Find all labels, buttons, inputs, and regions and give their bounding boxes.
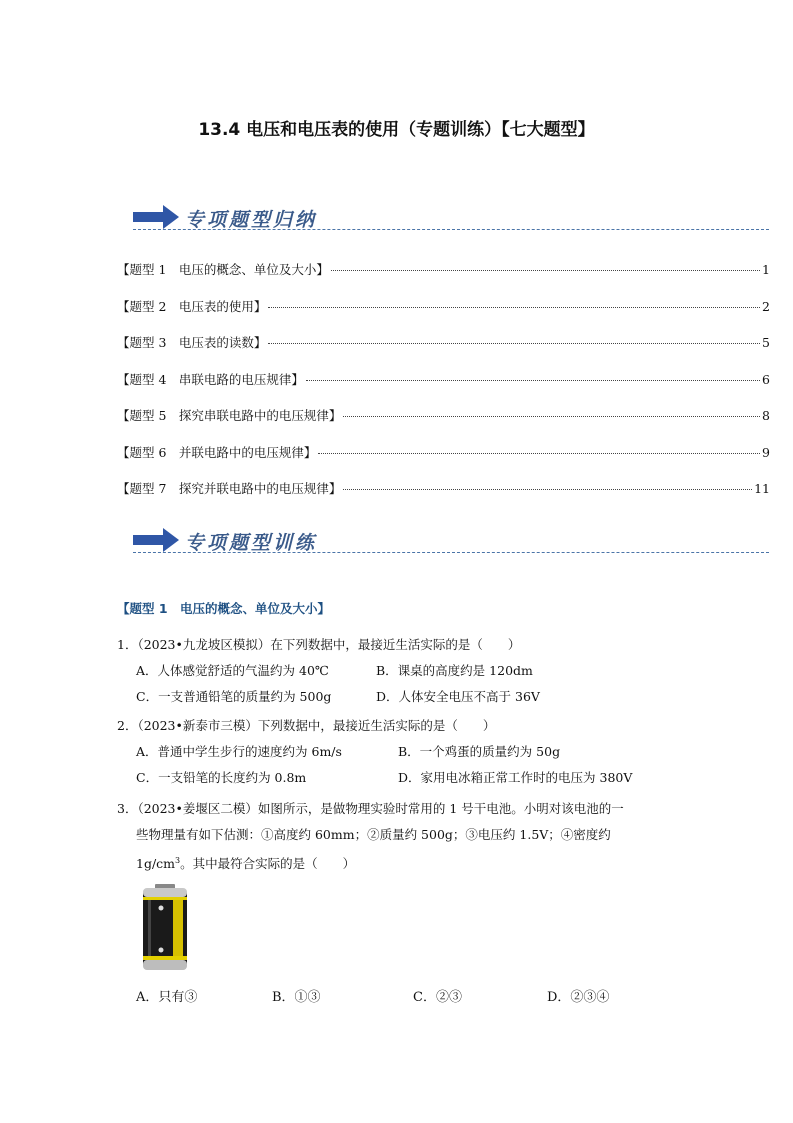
battery-image [139, 884, 191, 974]
question-1 [117, 632, 677, 710]
question-stem: 2．（2023•新泰市三模）下列数据中，最接近生活实际的是（ ） [117, 718, 496, 733]
divider [133, 229, 769, 230]
option-d: D．②③④ [547, 990, 610, 1005]
toc-item[interactable]: 【题型 7 探究并联电路中的电压规律】 11 [117, 481, 770, 496]
option-d: D．家用电冰箱正常工作时的电压为 380V [398, 770, 633, 785]
option-a: A．人体感觉舒适的气温约为 40℃ [136, 663, 329, 678]
question-stem: 1．（2023•九龙坡区模拟）在下列数据中，最接近生活实际的是（ ） [117, 637, 521, 652]
page-title: 13.4 电压和电压表的使用（专题训练）【七大题型】 [198, 120, 595, 140]
arrow-icon [133, 528, 181, 552]
option-b: B．一个鸡蛋的质量约为 50g [398, 744, 561, 759]
question-3-options [136, 986, 609, 1005]
question-stem: 3．（2023•姜堰区二模）如图所示，是做物理实验时常用的 1 号干电池。小明对该电池的一 [117, 801, 624, 816]
option-a: A．普通中学生步行的速度约为 6m/s [136, 744, 342, 759]
arrow-icon [133, 205, 181, 229]
option-b: B．①③ [272, 990, 321, 1005]
section-header-training [133, 528, 769, 558]
question-type-heading: 【题型 1 电压的概念、单位及大小】 [117, 601, 331, 616]
section-title: 专项题型训练 [185, 532, 318, 554]
section-header-summary [133, 205, 769, 235]
question-stem-cont: 些物理量有如下估测：①高度约 60mm；②质量约 500g；③电压约 1.5V；④密度约 [136, 827, 611, 842]
toc-item[interactable]: 【题型 4 串联电路的电压规律】 6 [117, 371, 770, 387]
toc-item[interactable]: 【题型 3 电压表的读数】 5 [117, 335, 770, 350]
divider [133, 552, 769, 553]
toc-item[interactable]: 【题型 5 探究串联电路中的电压规律】 8 [117, 408, 770, 423]
option-b: B．课桌的高度约是 120dm [376, 663, 533, 678]
option-c: C．②③ [413, 990, 462, 1005]
table-of-contents [117, 260, 770, 516]
question-3 [117, 796, 717, 877]
section-title: 专项题型归纳 [185, 209, 318, 231]
option-a: A．只有③ [136, 990, 198, 1005]
toc-item[interactable]: 【题型 6 并联电路中的电压规律】 9 [117, 444, 770, 460]
question-2 [117, 713, 677, 791]
question-stem-cont: $1g/cm^3$。其中最符合实际的是（ ） [136, 856, 356, 872]
toc-item[interactable]: 【题型 2 电压表的使用】 2 [117, 298, 770, 314]
option-d: D．人体安全电压不高于 36V [376, 689, 540, 704]
option-c: C．一支普通铅笔的质量约为 500g [136, 689, 332, 704]
option-c: C．一支铅笔的长度约为 0.8m [136, 770, 307, 785]
toc-item[interactable]: 【题型 1 电压的概念、单位及大小】 1 [117, 262, 770, 277]
